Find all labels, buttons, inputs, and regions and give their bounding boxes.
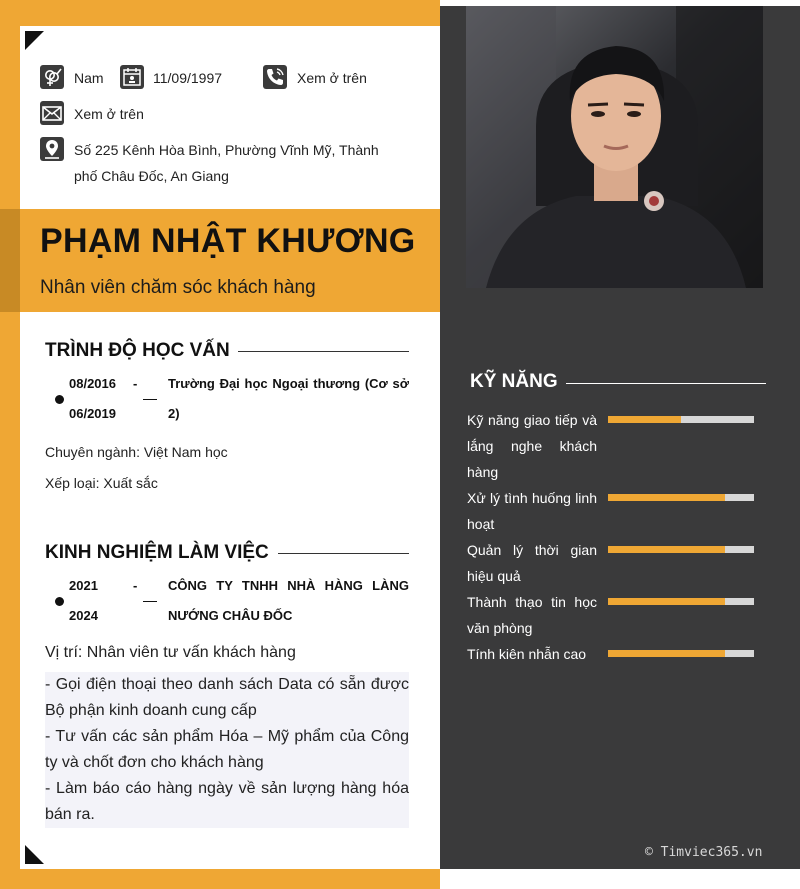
skill-name: Kỹ năng giao tiếp và lắng nghe khách hàng	[467, 412, 597, 480]
timeline-dot	[55, 395, 64, 404]
candidate-name: PHẠM NHẬT KHƯƠNG	[40, 222, 416, 260]
skill-bar	[608, 546, 754, 553]
skill-name: Quản lý thời gian hiệu quả	[467, 542, 597, 584]
calendar-icon	[120, 65, 144, 89]
corner-ornament-bottom	[25, 845, 44, 864]
skills-heading: KỸ NĂNG	[470, 371, 558, 392]
profile-photo	[466, 6, 763, 288]
name-band-edge	[0, 209, 20, 312]
education-heading: TRÌNH ĐỘ HỌC VẤN	[45, 340, 230, 361]
experience-date-start: 2021	[69, 578, 98, 593]
experience-position: Vị trí: Nhân viên tư vấn khách hàng	[45, 644, 296, 661]
timeline-tick	[143, 601, 157, 602]
skills-heading-rule	[566, 383, 766, 384]
phone-icon	[263, 65, 287, 89]
phone-value: Xem ở trên	[297, 70, 367, 86]
skill-bar-fill	[608, 650, 725, 657]
education-date-separator: -	[133, 376, 138, 391]
address-line-2: phố Châu Đốc, An Giang	[74, 168, 229, 184]
experience-date-separator: -	[133, 578, 138, 593]
skill-bar-fill	[608, 598, 725, 605]
education-grade: Xếp loại: Xuất sắc	[45, 475, 158, 491]
experience-company: CÔNG TY TNHH NHÀ HÀNG LÀNG NƯỚNG CHÂU ĐỐC	[168, 578, 409, 623]
timeline-dot	[55, 597, 64, 606]
education-date-end: 06/2019	[69, 406, 116, 421]
skill-name: Tính kiên nhẫn cao	[467, 646, 587, 662]
skill-name: Thành thạo tin học văn phòng	[467, 594, 597, 636]
experience-duty: - Tư vấn các sản phẩm Hóa – Mỹ phẩm của Công ty và chốt đơn cho khách hàng	[45, 724, 409, 776]
bottom-strip	[440, 869, 800, 889]
timeline-tick	[143, 399, 157, 400]
education-date-start: 08/2016	[69, 376, 116, 391]
skill-bar-fill	[608, 416, 681, 423]
education-school: Trường Đại học Ngoại thương (Cơ sở 2)	[168, 376, 409, 421]
mail-icon	[40, 101, 64, 125]
birthday-value: 11/09/1997	[153, 70, 223, 86]
experience-date-end: 2024	[69, 608, 98, 623]
skill-bar	[608, 598, 754, 605]
watermark: © Timviec365.vn	[645, 845, 763, 860]
corner-ornament-top	[25, 31, 44, 50]
experience-duty: - Làm báo cáo hàng ngày về sản lượng hàng hóa bán ra.	[45, 776, 409, 828]
experience-duty: - Gọi điện thoại theo danh sách Data có sẵn được Bộ phận kinh doanh cung cấp	[45, 672, 409, 724]
skill-bar-fill	[608, 494, 725, 501]
skill-bar	[608, 650, 754, 657]
job-title: Nhân viên chăm sóc khách hàng	[40, 277, 316, 298]
experience-heading: KINH NGHIỆM LÀM VIỆC	[45, 542, 269, 563]
education-heading-rule	[238, 351, 409, 352]
skill-bar-fill	[608, 546, 725, 553]
skill-bar	[608, 416, 754, 423]
map-pin-icon	[40, 137, 64, 161]
email-value: Xem ở trên	[74, 106, 144, 122]
gender-icon	[40, 65, 64, 89]
gender-value: Nam	[74, 70, 104, 86]
skill-bar	[608, 494, 754, 501]
skill-name: Xử lý tình huống linh hoạt	[467, 490, 597, 532]
address-line-1: Số 225 Kênh Hòa Bình, Phường Vĩnh Mỹ, Thành	[74, 142, 379, 158]
experience-heading-rule	[278, 553, 409, 554]
education-major: Chuyên ngành: Việt Nam học	[45, 444, 228, 460]
